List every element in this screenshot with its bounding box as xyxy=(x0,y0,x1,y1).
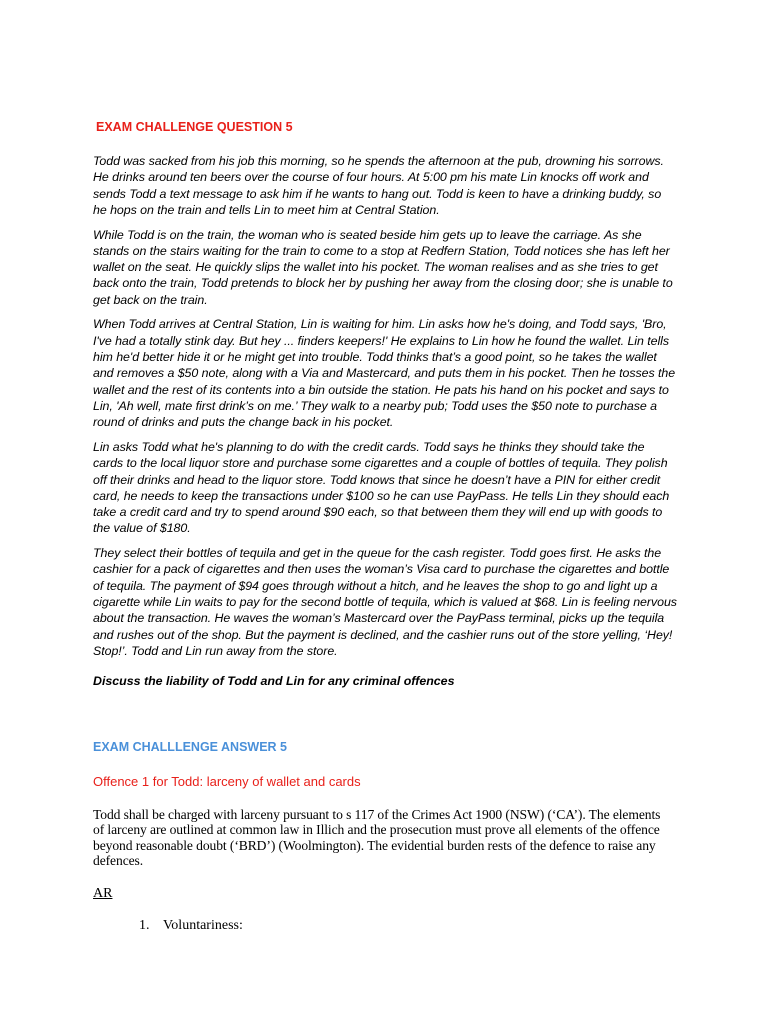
question-discuss-prompt: Discuss the liability of Todd and Lin for any criminal offences xyxy=(93,674,455,688)
answer-body: Todd shall be charged with larceny pursuant to s 117 of the Crimes Act 1900 (NSW) (‘CA’). The elements of larceny are outlined at common law in Illich and the prosecution must prove all elements of the offence beyond reasonable doubt (‘BRD’) (Woolmington). The evidential burden rests of the defence to raise any defences. xyxy=(93,807,661,868)
question-paragraph-5: They select their bottles of tequila and get in the queue for the cash register. Todd goes first. He asks the cashier for a pack of cigarettes and then uses the woman’s Visa card to purchase the cigarettes and bottle of tequila. The payment of $94 goes through without a hitch, and he leaves the shop to go and light up a cigarette while Lin waits to pay for the second bottle of tequila, which is valued at $68. Lin is feeling nervous about the transaction. He waves the woman’s Mastercard over the PayPass terminal, picks up the tequila and rushes out of the shop. But the payment is declined, and the cashier runs out of the store yelling, ‘Hey! Stop!’. Todd and Lin run away from the store. xyxy=(93,546,677,658)
question-heading: EXAM CHALLENGE QUESTION 5 xyxy=(96,120,293,134)
list-item-text: Voluntariness: xyxy=(163,918,243,933)
answer-heading: EXAM CHALLLENGE ANSWER 5 xyxy=(93,740,287,754)
question-paragraph-2: While Todd is on the train, the woman who is seated beside him gets up to leave the carriage. As she stands on the stairs waiting for the train to come to a stop at Redfern Station, Todd notices she has left her wallet on the seat. He quickly slips the wallet into his pocket. The woman realises and as she tries to get back onto the train, Todd pretends to block her by pushing her away from the closing door; she is unable to get back on the train. xyxy=(93,227,673,307)
question-body xyxy=(93,153,677,668)
question-paragraph-4: Lin asks Todd what he's planning to do with the credit cards. Todd says he thinks they should take the cards to the local liquor store and purchase some cigarettes and a couple of bottles of tequila. They polish off their drinks and head to the liquor store. Todd knows that since he doesn’t have a PIN for either credit card, he needs to keep the transactions under $100 so he can use PayPass. He tells Lin they should each take a credit card and try to spend around $90 each, so that between them they will end up with goods to the value of $180. xyxy=(93,439,670,536)
question-paragraph-1: Todd was sacked from his job this morning, so he spends the afternoon at the pub, drowning his sorrows. He drinks around ten beers over the course of four hours. At 5:00 pm his mate Lin knocks off work and sends Todd a text message to ask him if he wants to hang out. Todd is keen to have a drinking buddy, so he hops on the train and tells Lin to meet him at Central Station. xyxy=(93,154,664,217)
list-item-number: 1. xyxy=(139,918,150,933)
offence-title: Offence 1 for Todd: larceny of wallet and cards xyxy=(93,774,361,789)
numbered-list-item xyxy=(139,918,243,934)
question-paragraph-3: When Todd arrives at Central Station, Lin is waiting for him. Lin asks how he's doing, and Todd says, 'Bro, I've had a totally stink day. But hey ... finders keepers!' He explains to Lin how he found the wallet. Lin tells him he'd better hide it or he might get into trouble. Todd thinks that’s a good point, so he takes the wallet and removes a $50 note, along with a Via and Mastercard, and puts them in his pocket. Then he tosses the wallet and the rest of its contents into a bin outside the station. He pats his hand on his pocket and says to Lin, 'Ah well, mate first drink’s on me.’ They walk to a nearby pub; Todd uses the $50 note to purchase a round of drinks and puts the change back in his pocket. xyxy=(93,317,676,430)
section-label-ar: AR xyxy=(93,886,113,901)
